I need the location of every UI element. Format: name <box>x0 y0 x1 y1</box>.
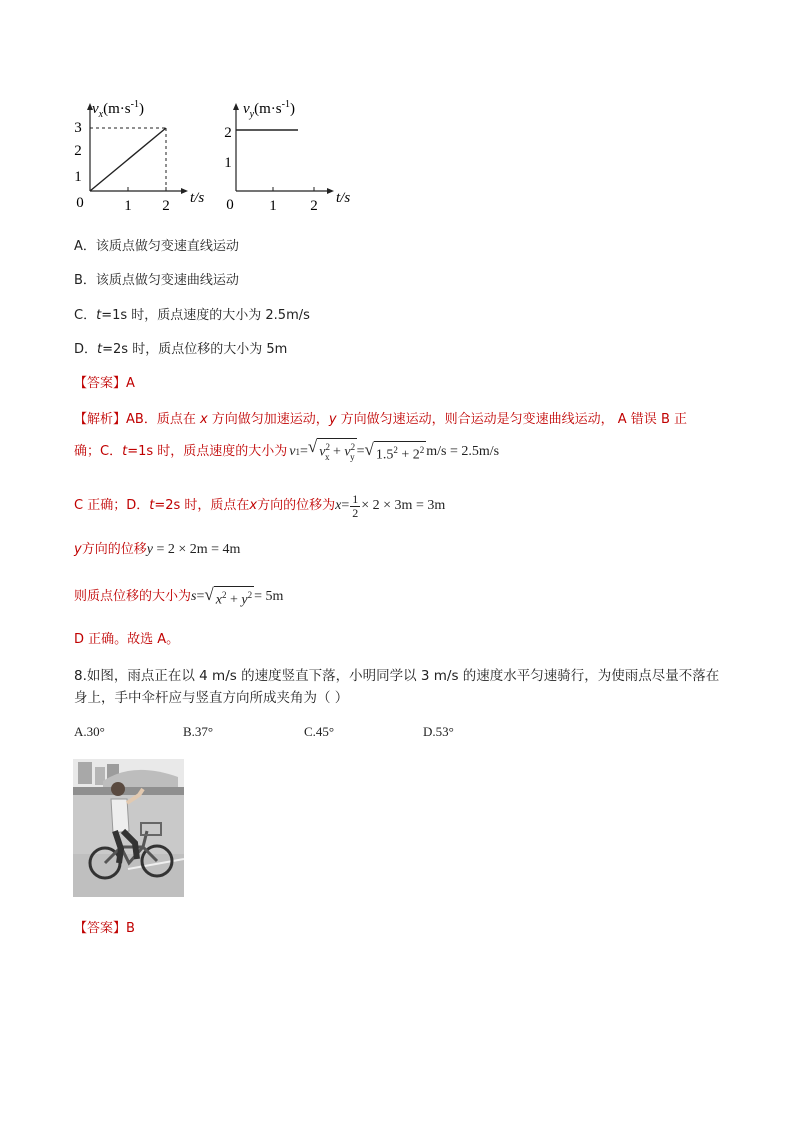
answer-label: 【答案】 <box>74 376 127 391</box>
displacement-y-formula: y = 2 × 2m = 4m <box>146 542 241 557</box>
option-a: A．该质点做匀变速直线运动 <box>74 239 239 254</box>
x-axis-arrow <box>327 188 334 194</box>
vx-t-graph <box>70 95 220 215</box>
y-tick-label: 2 <box>224 125 232 141</box>
answer-label: 【答案】 <box>74 921 127 936</box>
y-axis-label: $v_y(m\cdot s^{-1})$ <box>243 99 295 120</box>
x-tick-label: 1 <box>269 198 277 214</box>
y-tick-label: 2 <box>74 143 82 159</box>
analysis-line-4: y 方向的位移 y = 2 × 2m = 4m <box>74 542 241 557</box>
origin-label: 0 <box>226 197 234 213</box>
choice-c: C.45° <box>304 724 335 739</box>
displacement-x-formula: x = $\frac{1}{2}$ × 2 × 3m = 3m <box>335 491 446 520</box>
answer-line <box>74 376 135 392</box>
question-8-line-2: 身上，手中伞杆应与竖直方向所成夹角为（ ） <box>74 690 349 706</box>
analysis-line-2: 确；C． t =1s 时，质点速度的大小为 v 1 = √ $v^2_x + v^2_y$ = √ $1.5^2 + 2^2$ m/s = 2.5m/s <box>74 441 499 463</box>
total-displacement-formula: s = √ $x^2 + y^2$ = 5m <box>191 584 284 608</box>
analysis-conclusion: D 正确。故选 A。 <box>74 632 180 647</box>
question-8-line-1: 8.如图，雨点正在以 4 m/s 的速度竖直下落，小明同学以 3 m/s 的速度水平匀速骑行，为使雨点尽量不落在 <box>74 668 720 684</box>
vx-series-line <box>90 128 166 191</box>
x-axis-label: t/s <box>336 190 351 206</box>
choice-b: B.37° <box>183 724 214 739</box>
vy-t-graph <box>218 95 368 215</box>
option-b: B．该质点做匀变速曲线运动 <box>74 273 239 288</box>
analysis-line-1: 【解析】AB．质点在 x 方向做匀加速运动，y 方向做匀速运动，则合运动是匀变速曲线运动， A 错误 B 正 <box>74 412 687 427</box>
y-tick-label: 1 <box>224 155 232 171</box>
answer-value: A <box>126 376 135 391</box>
x-tick-label: 1 <box>124 198 132 214</box>
origin-label: 0 <box>76 195 84 211</box>
choice-a: A.30° <box>74 724 105 739</box>
x-tick-label: 2 <box>310 198 318 214</box>
y-axis-arrow <box>233 103 239 110</box>
answer-line <box>74 921 135 937</box>
y-tick-label: 1 <box>74 169 82 185</box>
velocity-formula: v 1 = √ $v^2_x + v^2_y$ = √ $1.5^2 + 2^2$ m/s = 2.5m/s <box>289 438 499 465</box>
x-tick-label: 2 <box>162 198 170 214</box>
analysis-line-5: 则质点位移的大小为 s = √ $x^2 + y^2$ = 5m <box>74 584 284 608</box>
choice-d: D.53° <box>423 724 454 739</box>
option-c: C．t=1s 时，质点速度的大小为 2.5m/s <box>74 308 310 323</box>
answer-value: B <box>126 921 135 936</box>
analysis-line-3: C 正确；D． t =2s 时，质点在 x 方向的位移为 x = $\frac{1}{2}$ × 2 × 3m = 3m <box>74 491 446 520</box>
y-tick-label: 3 <box>74 120 82 136</box>
option-d: D．t=2s 时，质点位移的大小为 5m <box>74 342 288 357</box>
y-axis-label: $v_x(m\cdot s^{-1})$ <box>92 99 144 120</box>
x-axis-label: t/s <box>190 190 205 206</box>
cyclist-photo <box>73 759 184 897</box>
x-axis-arrow <box>181 188 188 194</box>
